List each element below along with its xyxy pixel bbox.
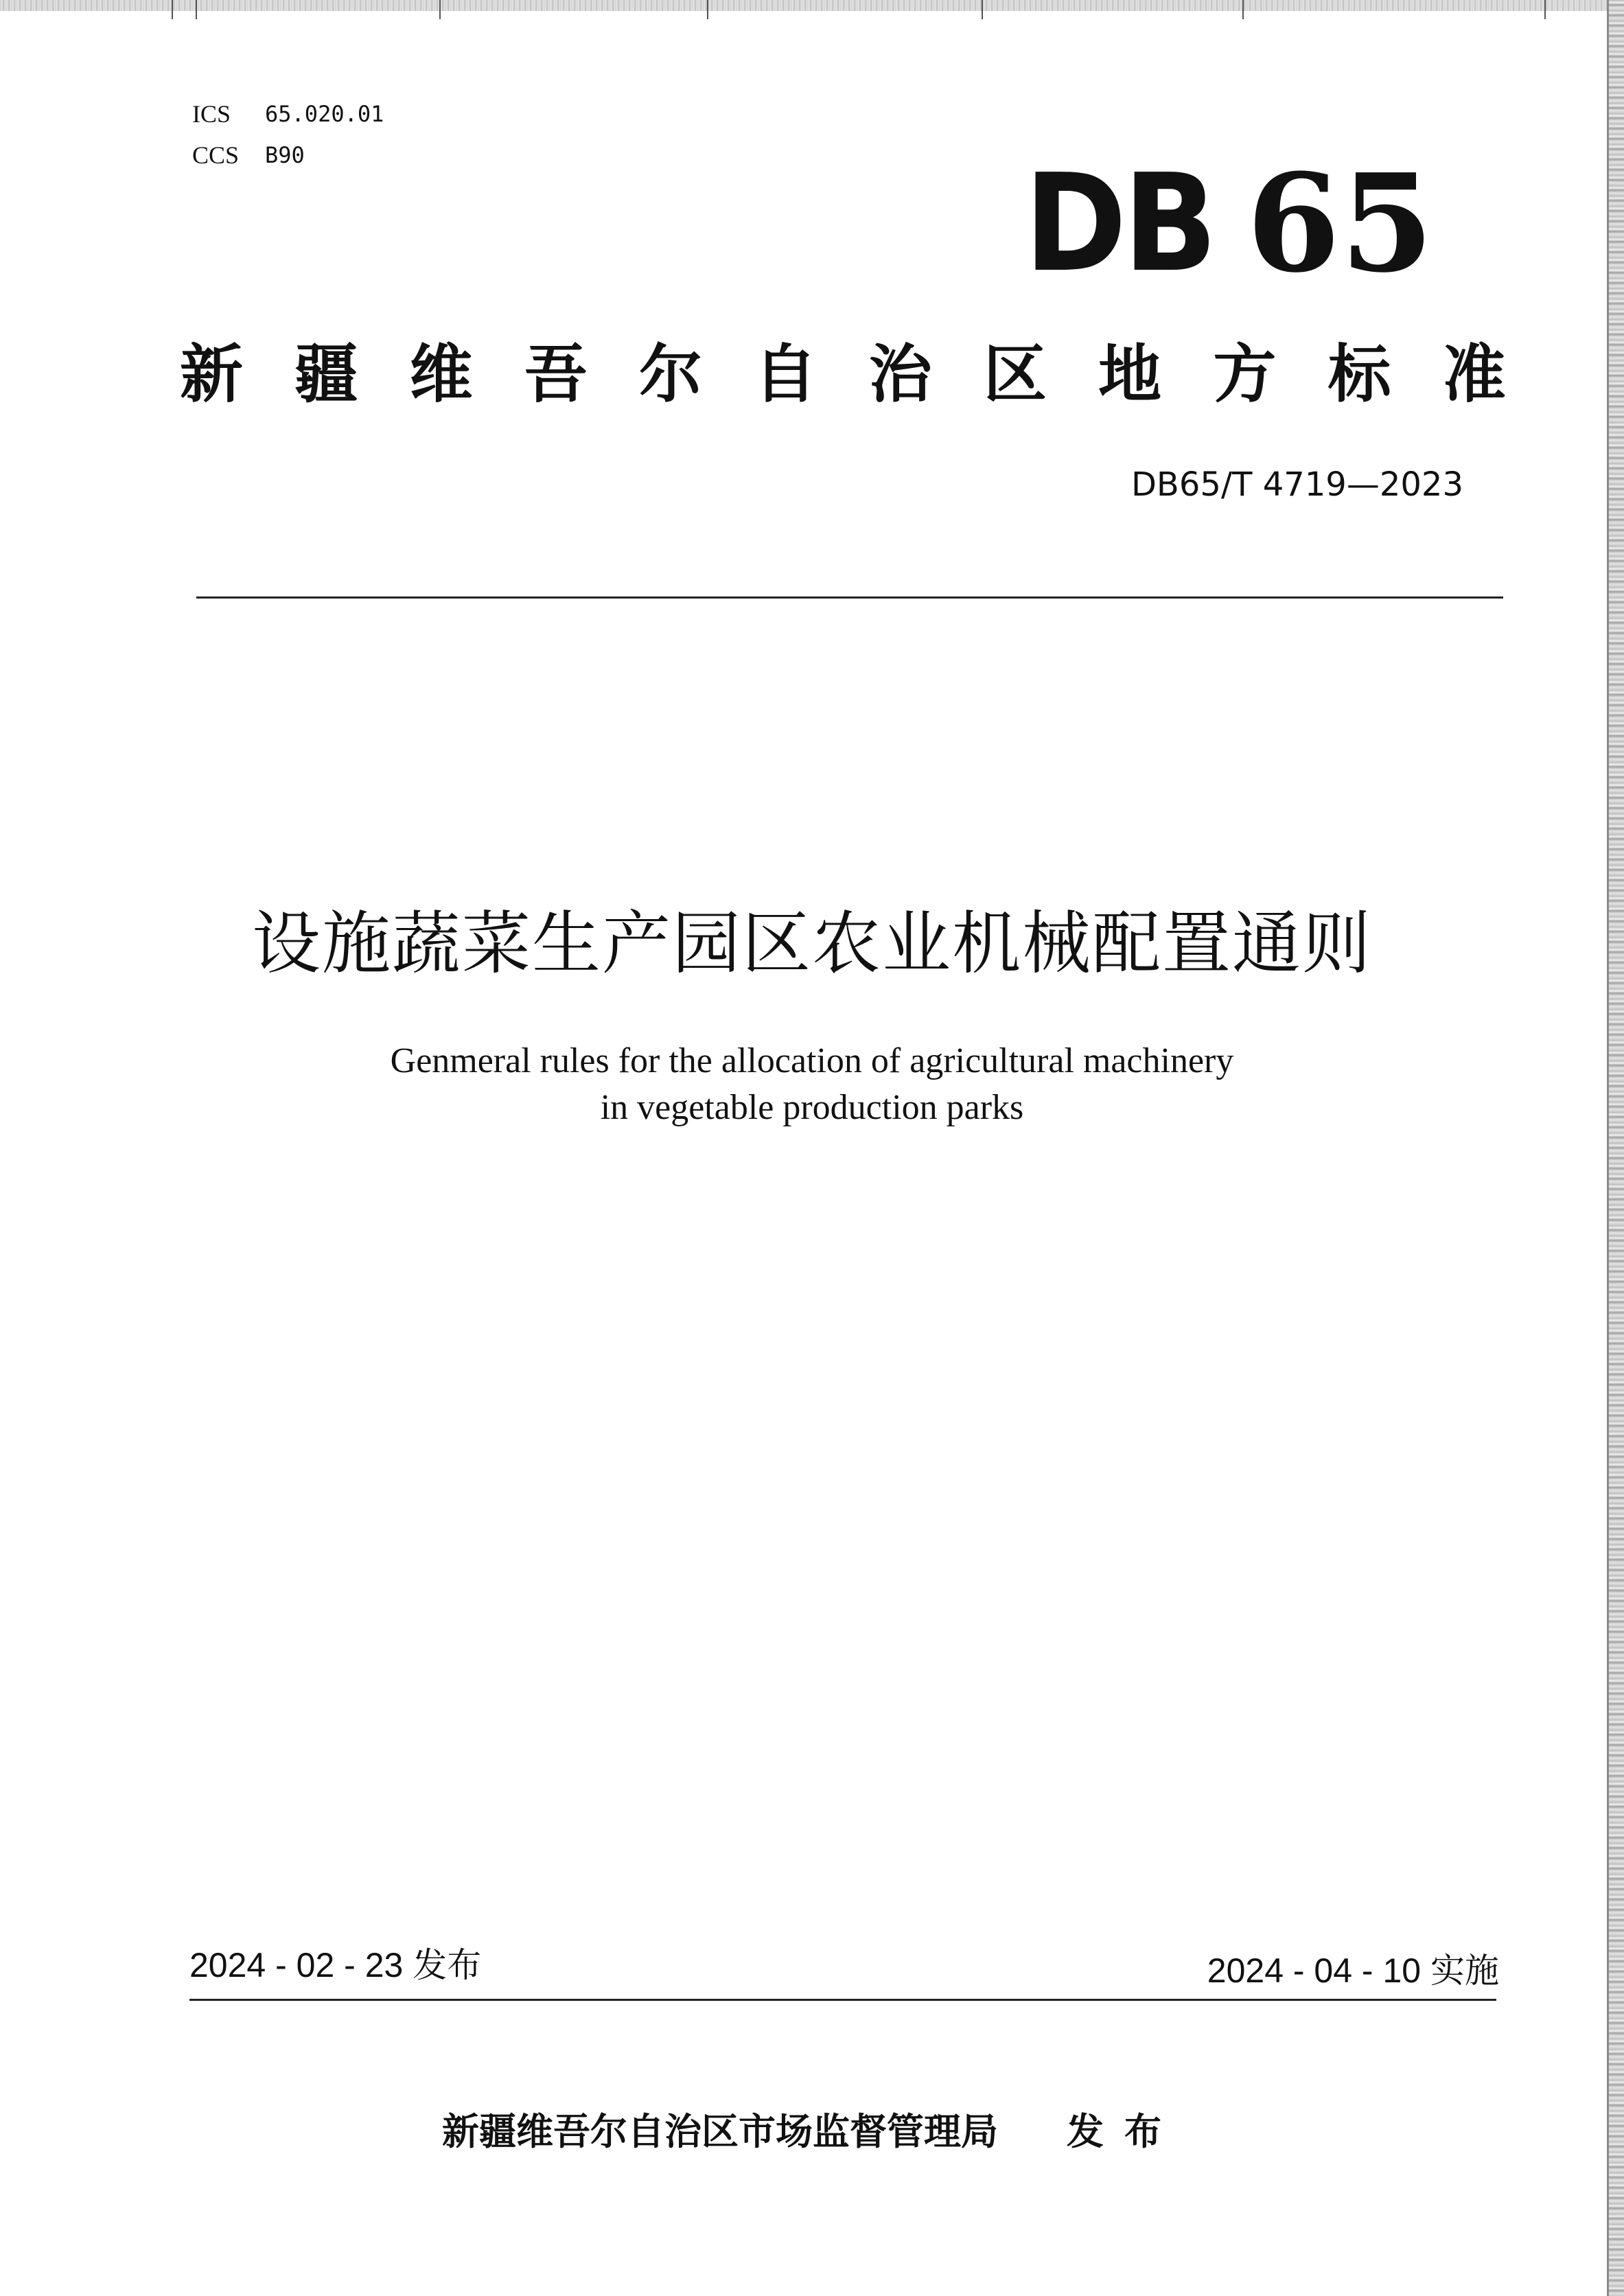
heading-char: 标: [1327, 338, 1391, 411]
scan-tick: [707, 0, 708, 19]
standard-number: DB65/T 4719—2023: [1130, 465, 1463, 504]
standard-logo: [1024, 145, 1434, 303]
title-chinese: 设施蔬菜生产园区农业机械配置通则: [252, 903, 1372, 984]
title-english: [0, 1038, 1624, 1131]
title-english-line: Genmeral rules for the allocation of agricultural machinery: [390, 1041, 1234, 1080]
footer-divider: [189, 1999, 1496, 2001]
publisher-line: [0, 2104, 1624, 2159]
heading-char: 维: [409, 338, 473, 411]
title-english-line: in vegetable production parks: [600, 1088, 1024, 1127]
ics-value: 65.020.01: [265, 101, 384, 127]
heading-char: 准: [1442, 338, 1506, 411]
scan-tick: [982, 0, 983, 19]
implementation-date: 2024 - 04 - 10 实施: [1207, 1951, 1499, 1990]
ics-label: ICS: [192, 100, 231, 128]
scan-border-top: [0, 0, 1624, 11]
standard-type-heading: [180, 334, 1506, 416]
scan-tick: [172, 0, 173, 19]
heading-char: 地: [1098, 338, 1162, 411]
scan-tick: [1242, 0, 1244, 19]
issue-date: 2024 - 02 - 23 发布: [189, 1946, 482, 1984]
heading-char: 疆: [294, 338, 358, 411]
logo-number: 65: [1246, 145, 1434, 303]
ccs-code-row: [192, 135, 384, 176]
heading-char: 吾: [524, 338, 588, 411]
ics-code-row: [192, 93, 384, 135]
scan-tick: [196, 0, 197, 19]
header-divider: [196, 596, 1503, 599]
heading-char: 区: [983, 338, 1047, 411]
heading-char: 自: [754, 338, 817, 411]
heading-char: 方: [1213, 338, 1277, 411]
publisher-action: 发布: [1067, 2110, 1182, 2153]
scan-tick: [1544, 0, 1546, 19]
scan-tick: [439, 0, 441, 19]
ccs-label: CCS: [192, 141, 240, 169]
publisher-name: 新疆维吾尔自治区市场监督管理局: [442, 2110, 998, 2153]
scan-border-right: [1609, 0, 1624, 2296]
classification-codes: [192, 93, 384, 176]
heading-char: 尔: [639, 338, 703, 411]
heading-char: 新: [180, 338, 244, 411]
heading-char: 治: [868, 338, 932, 411]
logo-letters: DB: [1024, 146, 1214, 302]
ccs-value: B90: [265, 142, 305, 168]
